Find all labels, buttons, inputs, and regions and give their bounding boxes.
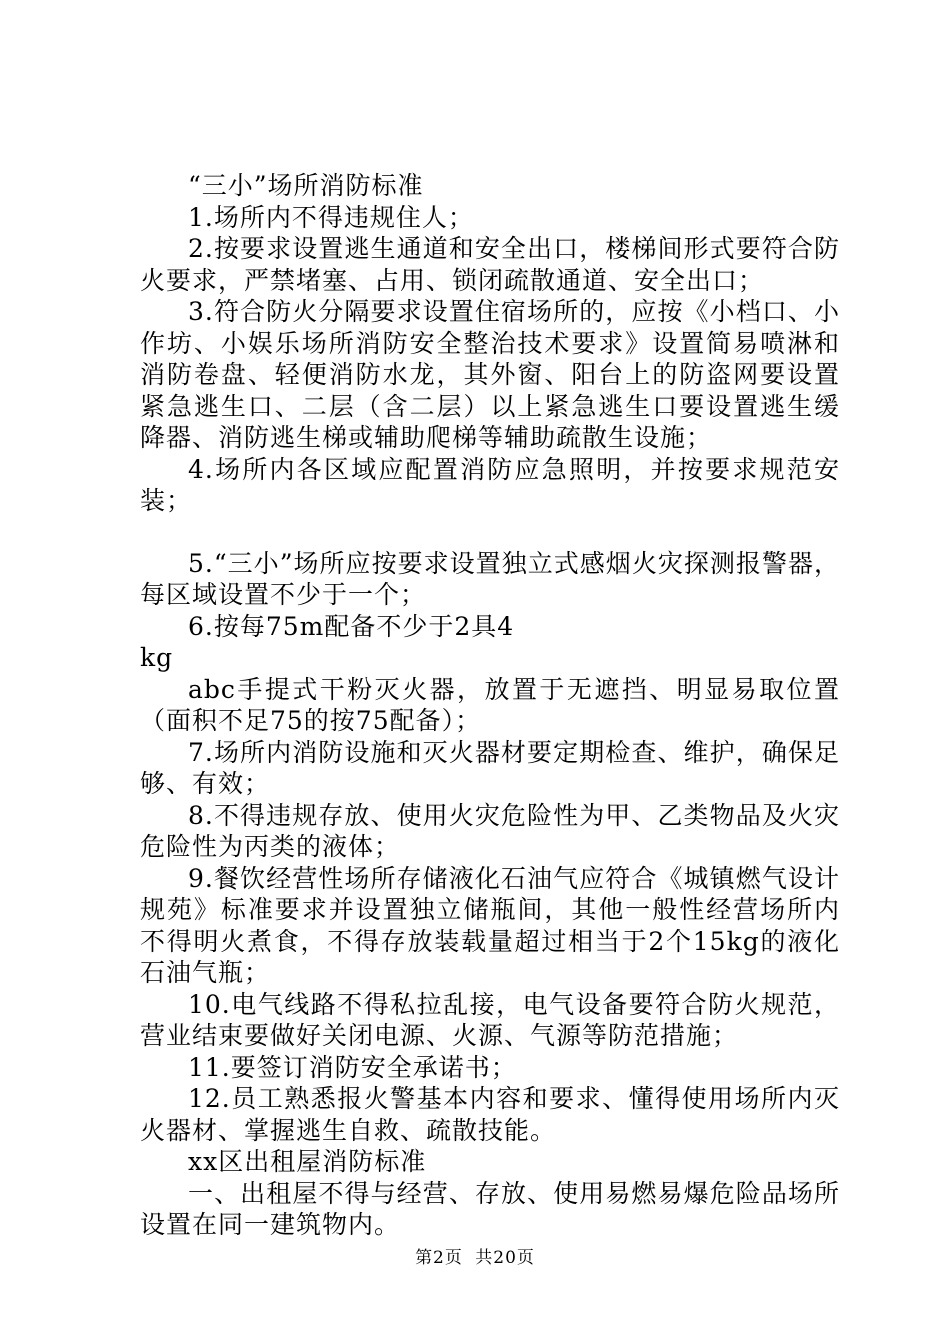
paragraph-rental-1: 一、出租屋不得与经营、存放、使用易燃易爆危险品场所设置在同一建筑物内。 <box>140 1178 840 1239</box>
paragraph-item-6-continued: abc手提式干粉灭火器，放置于无遮挡、明显易取位置（面积不足75的按75配备）； <box>140 674 840 735</box>
paragraph-item-6-unit: kg <box>140 643 174 672</box>
page-number: 第2页 <box>415 1248 463 1268</box>
section-title-rental: xx区出租屋消防标准 <box>188 1147 427 1176</box>
paragraph-item-1: 1.场所内不得违规住人； <box>188 202 474 232</box>
section-title-three-small: “三小”场所消防标准 <box>188 171 424 200</box>
paragraph-item-8: 8.不得违规存放、使用火灾危险性为甲、乙类物品及火灾危险性为丙类的液体； <box>140 800 840 861</box>
document-body <box>140 170 840 1241</box>
paragraph-item-2: 2.按要求设置逃生通道和安全出口，楼梯间形式要符合防火要求，严禁堵塞、占用、锁闭疏散通道、安全出口； <box>140 234 840 295</box>
paragraph-item-5: 5.“三小”场所应按要求设置独立式感烟火灾探测报警器，每区域设置不少于一个； <box>140 548 840 609</box>
paragraph-item-6: 6.按每75m配备不少于2具4 <box>188 611 515 641</box>
paragraph-item-11: 11.要签订消防安全承诺书； <box>188 1052 517 1082</box>
page-total: 共20页 <box>475 1248 535 1268</box>
paragraph-item-10: 10.电气线路不得私拉乱接，电气设备要符合防火规范，营业结束要做好关闭电源、火源、气源等防范措施； <box>140 989 840 1050</box>
paragraph-item-9: 9.餐饮经营性场所存储液化石油气应符合《城镇燃气设计规苑》标准要求并设置独立储瓶间，其他一般性经营场所内不得明火煮食，不得存放装载量超过相当于2个15kg的液化石油气瓶； <box>140 863 840 987</box>
paragraph-item-7: 7.场所内消防设施和灭火器材要定期检查、维护，确保足够、有效； <box>140 737 840 798</box>
paragraph-item-3: 3.符合防火分隔要求设置住宿场所的，应按《小档口、小作坊、小娱乐场所消防安全整治技术要求》设置简易喷淋和消防卷盘、轻便消防水龙，其外窗、阳台上的防盗网要设置紧急逃生口、二层（含二层）以上紧急逃生口要设置逃生缓降器、消防逃生梯或辅助爬梯等辅助疏散生设施； <box>140 297 840 452</box>
paragraph-item-12: 12.员工熟悉报火警基本内容和要求、懂得使用场所内灭火器材、掌握逃生自救、疏散技能。 <box>140 1084 840 1145</box>
paragraph-item-4: 4.场所内各区域应配置消防应急照明，并按要求规范安装； <box>140 454 840 515</box>
page-footer <box>0 1243 950 1268</box>
